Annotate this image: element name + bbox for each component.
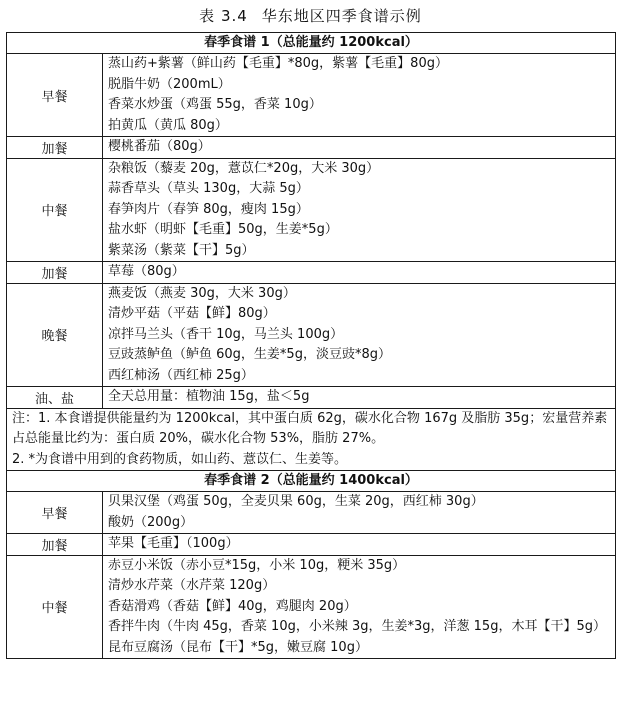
menu1-heading-row — [7, 33, 616, 54]
meal-items — [103, 137, 616, 159]
menu2-heading: 春季食谱 2（总能量约 1400kcal） — [7, 471, 616, 492]
dish-line: 西红柿汤（西红柿 25g） — [108, 367, 254, 383]
table-row — [7, 555, 616, 659]
dish-line: 凉拌马兰头（香干 10g，马兰头 100g） — [108, 326, 344, 342]
dish-line: 昆布豆腐汤（昆布【干】*5g，嫩豆腐 10g） — [108, 639, 368, 655]
note-line: 2. *为食谱中用到的食药物质，如山药、薏苡仁、生姜等。 — [12, 451, 348, 467]
dish-line: 蒸山药+紫薯（鲜山药【毛重】*80g，紫薯【毛重】80g） — [108, 56, 448, 71]
table-row — [7, 137, 616, 159]
dish-line: 盐水虾（明虾【毛重】50g，生姜*5g） — [108, 222, 338, 237]
dish-line: 拍黄瓜（黄瓜 80g） — [108, 117, 228, 133]
menu2-heading-row — [7, 471, 616, 492]
meal-label: 早餐 — [7, 54, 103, 137]
notes-row — [7, 408, 616, 471]
dish-line: 苹果【毛重】（100g） — [108, 536, 239, 551]
menu-table — [6, 32, 616, 659]
meal-label: 油、盐 — [7, 387, 103, 409]
menu1-heading: 春季食谱 1（总能量约 1200kcal） — [7, 33, 616, 54]
dish-line: 脱脂牛奶（200mL） — [108, 76, 231, 92]
meal-items — [103, 283, 616, 387]
meal-items — [103, 387, 616, 409]
dish-line: 春笋肉片（春笋 80g，瘦肉 15g） — [108, 201, 309, 217]
dish-line: 清炒水芹菜（水芹菜 120g） — [108, 578, 276, 593]
dish-line: 全天总用量：植物油 15g，盐＜5g — [108, 389, 310, 404]
meal-label: 加餐 — [7, 137, 103, 159]
table-caption — [0, 0, 621, 32]
table-row — [7, 54, 616, 137]
dish-line: 紫菜汤（紫菜【干】5g） — [108, 242, 255, 258]
meal-label: 中餐 — [7, 158, 103, 262]
dish-line: 香菇滑鸡（香菇【鲜】40g，鸡腿肉 20g） — [108, 598, 357, 614]
meal-items — [103, 492, 616, 534]
meal-label: 加餐 — [7, 262, 103, 284]
table-title: 华东地区四季食谱示例 — [261, 7, 422, 25]
table-row — [7, 387, 616, 409]
dish-line: 樱桃番茄（80g） — [108, 139, 211, 154]
dish-line: 香拌牛肉（牛肉 45g，香菜 10g，小米辣 3g，生姜*3g，洋葱 15g，木耳【干】5g） — [108, 619, 606, 634]
meal-label: 中餐 — [7, 555, 103, 659]
menu1-notes — [7, 408, 616, 471]
meal-items — [103, 534, 616, 556]
meal-label: 晚餐 — [7, 283, 103, 387]
table-row — [7, 158, 616, 262]
dish-line: 酸奶（200g） — [108, 514, 194, 530]
dish-line: 赤豆小米饭（赤小豆*15g，小米 10g，粳米 35g） — [108, 557, 406, 573]
table-row — [7, 492, 616, 534]
meal-label: 早餐 — [7, 492, 103, 534]
note-line: 注：1. 本食谱提供能量约为 1200kcal，其中蛋白质 62g，碳水化合物 167g 及脂肪 35g；宏量营养素占总能量比约为：蛋白质 20%，碳水化合物 53%，脂肪 27%。 — [12, 410, 608, 446]
meal-label: 加餐 — [7, 534, 103, 556]
table-row — [7, 534, 616, 556]
dish-line: 清炒平菇（平菇【鲜】80g） — [108, 306, 276, 321]
meal-items — [103, 555, 616, 659]
dish-line: 贝果汉堡（鸡蛋 50g，全麦贝果 60g，生菜 20g，西红柿 30g） — [108, 494, 484, 509]
dish-line: 杂粮饭（藜麦 20g，薏苡仁*20g，大米 30g） — [108, 160, 380, 176]
meal-items — [103, 54, 616, 137]
dish-line: 草莓（80g） — [108, 264, 185, 279]
dish-line: 蒜香草头（草头 130g，大蒜 5g） — [108, 181, 309, 196]
dish-line: 燕麦饭（燕麦 30g，大米 30g） — [108, 285, 296, 301]
dish-line: 香菜水炒蛋（鸡蛋 55g，香菜 10g） — [108, 97, 322, 112]
table-row — [7, 283, 616, 387]
table-number: 表 3.4 — [199, 7, 248, 25]
dish-line: 豆豉蒸鲈鱼（鲈鱼 60g，生姜*5g，淡豆豉*8g） — [108, 347, 391, 362]
meal-items — [103, 158, 616, 262]
meal-items — [103, 262, 616, 284]
table-row — [7, 262, 616, 284]
